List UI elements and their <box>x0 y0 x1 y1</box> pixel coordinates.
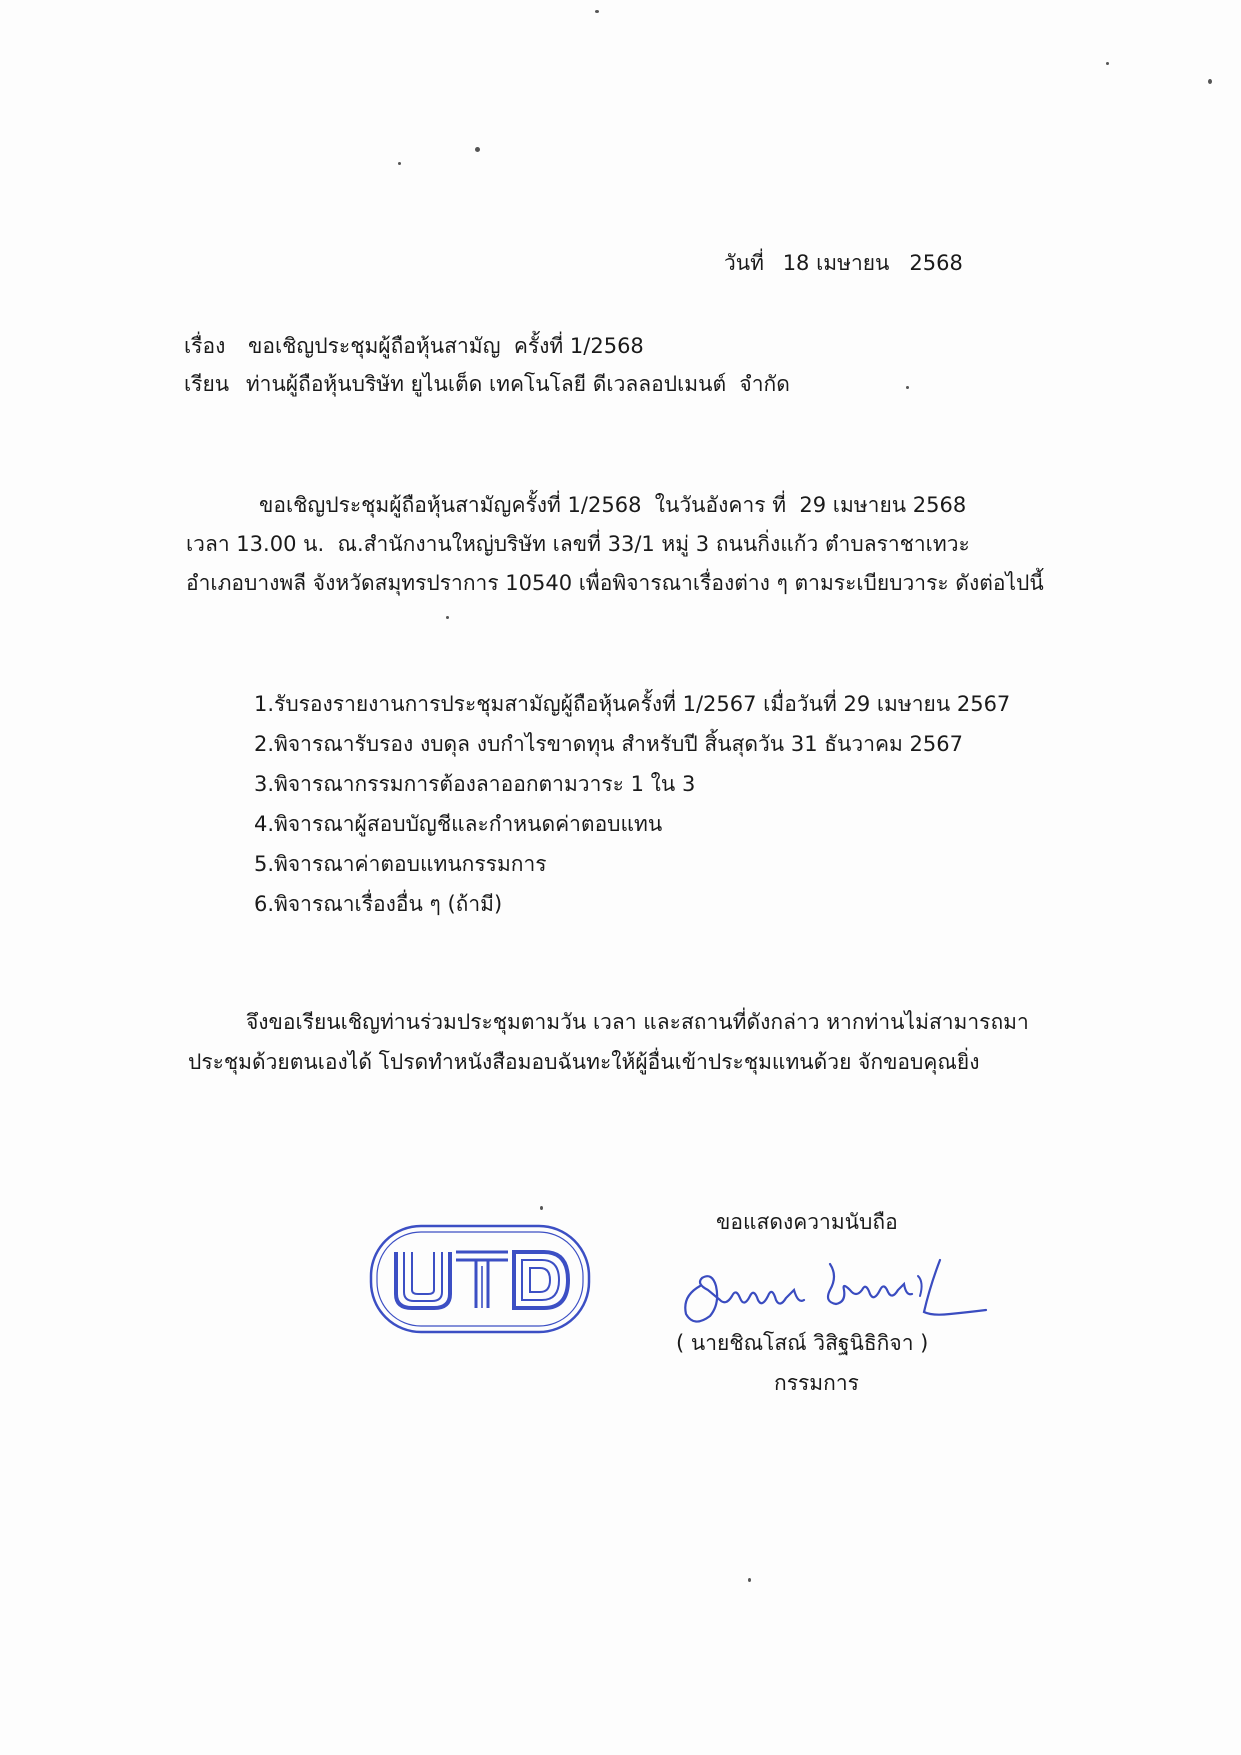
agenda-item: 2.พิจารณารับรอง งบดุล งบกำไรขาดทุน สำหรับปี สิ้นสุดวัน 31 ธันวาคม 2567 <box>254 732 963 756</box>
signer-name: ( นายชิณโสณ์ วิสิฐนิธิกิจา ) <box>676 1331 929 1355</box>
letter-recipient <box>184 370 790 398</box>
date-label: วันที่ <box>724 251 764 275</box>
company-stamp <box>368 1222 592 1336</box>
scan-speck <box>446 616 449 619</box>
letter-date <box>724 249 963 277</box>
scan-speck <box>475 147 480 152</box>
scan-speck <box>595 10 599 13</box>
subject-text: ขอเชิญประชุมผู้ถือหุ้นสามัญ ครั้งที่ 1/2568 <box>248 334 644 358</box>
scan-speck <box>398 162 401 165</box>
stamp-graphic <box>368 1222 592 1336</box>
signer-title: กรรมการ <box>774 1371 859 1395</box>
scan-speck <box>1106 62 1109 65</box>
agenda-item: 5.พิจารณาค่าตอบแทนกรรมการ <box>254 852 547 876</box>
agenda-item: 3.พิจารณากรรมการต้องลาออกตามวาระ 1 ใน 3 <box>254 772 696 796</box>
date-value: 18 เมษายน 2568 <box>782 251 963 275</box>
agenda-item: 6.พิจารณาเรื่องอื่น ๆ (ถ้ามี) <box>254 892 503 916</box>
regards-text: ขอแสดงความนับถือ <box>716 1210 898 1234</box>
agenda-item: 1.รับรองรายงานการประชุมสามัญผู้ถือหุ้นครั้งที่ 1/2567 เมื่อวันที่ 29 เมษายน 2567 <box>254 692 1011 716</box>
recipient-text: ท่านผู้ถือหุ้นบริษัท ยูไนเต็ด เทคโนโลยี ดีเวลลอปเมนต์ จำกัด <box>245 372 790 396</box>
agenda-item: 4.พิจารณาผู้สอบบัญชีและกำหนดค่าตอบแทน <box>254 812 663 836</box>
handwritten-signature <box>680 1256 990 1332</box>
recipient-label: เรียน <box>184 372 230 396</box>
scan-speck <box>748 1578 751 1582</box>
scan-speck <box>906 386 909 389</box>
closing-line: ประชุมด้วยตนเองได้ โปรดทำหนังสือมอบฉันทะให้ผู้อื่นเข้าประชุมแทนด้วย จักขอบคุณยิ่ง <box>188 1050 980 1074</box>
closing-line: จึงขอเรียนเชิญท่านร่วมประชุมตามวัน เวลา และสถานที่ดังกล่าว หากท่านไม่สามารถมา <box>246 1010 1029 1034</box>
scan-speck <box>1208 79 1212 84</box>
scan-speck <box>540 1206 543 1210</box>
intro-line: ขอเชิญประชุมผู้ถือหุ้นสามัญครั้งที่ 1/2568 ในวันอังคาร ที่ 29 เมษายน 2568 <box>259 493 967 517</box>
subject-label: เรื่อง <box>184 334 226 358</box>
intro-line: เวลา 13.00 น. ณ.สำนักงานใหญ่บริษัท เลขที่ 33/1 หมู่ 3 ถนนกิ่งแก้ว ตำบลราชาเทวะ <box>186 532 970 556</box>
intro-line: อำเภอบางพลี จังหวัดสมุทรปราการ 10540 เพื่อพิจารณาเรื่องต่าง ๆ ตามระเบียบวาระ ดังต่อไปนี้ <box>186 571 1044 595</box>
signature-graphic <box>680 1256 990 1332</box>
letter-subject <box>184 332 644 360</box>
